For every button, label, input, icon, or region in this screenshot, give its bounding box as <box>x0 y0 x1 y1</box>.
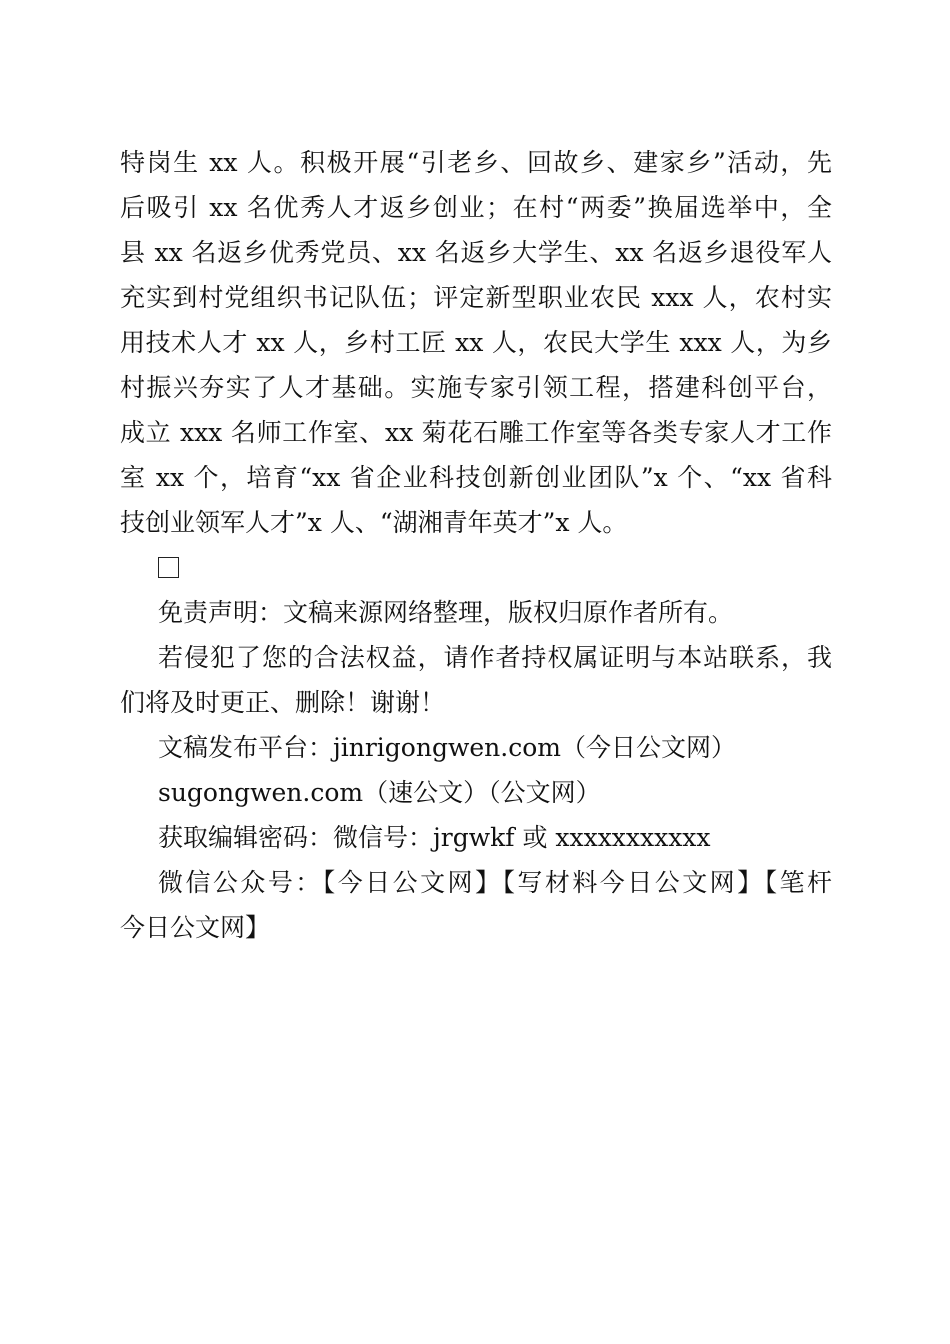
wechat-line: 微信公众号：【今日公文网】【写材料今日公文网】【笔杆 <box>158 868 832 897</box>
paragraph-line: 成立 xxx 名师工作室、xx 菊花石雕工作室等各类专家人才工作 <box>120 418 832 447</box>
paragraph-line: 充实到村党组织书记队伍；评定新型职业农民 xxx 人，农村实 <box>120 283 832 312</box>
placeholder-box-line <box>120 545 832 590</box>
document-body <box>120 140 832 950</box>
placeholder-box-icon <box>158 557 179 578</box>
paragraph-line: 后吸引 xx 名优秀人才返乡创业；在村“两委”换届选举中，全 <box>120 193 832 222</box>
paragraph-line: 室 xx 个，培育“xx 省企业科技创新创业团队”x 个、“xx 省科 <box>120 463 832 492</box>
paragraph-line: 县 xx 名返乡优秀党员、xx 名返乡大学生、xx 名返乡退役军人 <box>120 238 832 267</box>
paragraph-line: 村振兴夯实了人才基础。实施专家引领工程，搭建科创平台， <box>120 373 832 402</box>
paragraph-line: 特岗生 xx 人。积极开展“引老乡、回故乡、建家乡”活动，先 <box>120 148 832 177</box>
wechat-line-cont: 今日公文网】 <box>120 913 271 942</box>
paragraph-line: 技创业领军人才”x 人、“湖湘青年英才”x 人。 <box>120 508 628 537</box>
infringement-line: 若侵犯了您的合法权益，请作者持权属证明与本站联系，我 <box>158 643 832 672</box>
infringement-line-cont: 们将及时更正、删除！谢谢！ <box>120 688 446 717</box>
disclaimer-line: 免责声明：文稿来源网络整理，版权归原作者所有。 <box>158 598 734 627</box>
site-line: sugongwen.com（速公文）（公文网） <box>158 778 601 807</box>
publish-platform-line: 文稿发布平台：jinrigongwen.com（今日公文网） <box>158 733 736 762</box>
paragraph-line: 用技术人才 xx 人，乡村工匠 xx 人，农民大学生 xxx 人，为乡 <box>120 328 832 357</box>
password-line: 获取编辑密码：微信号：jrgwkf 或 xxxxxxxxxxx <box>158 823 711 852</box>
